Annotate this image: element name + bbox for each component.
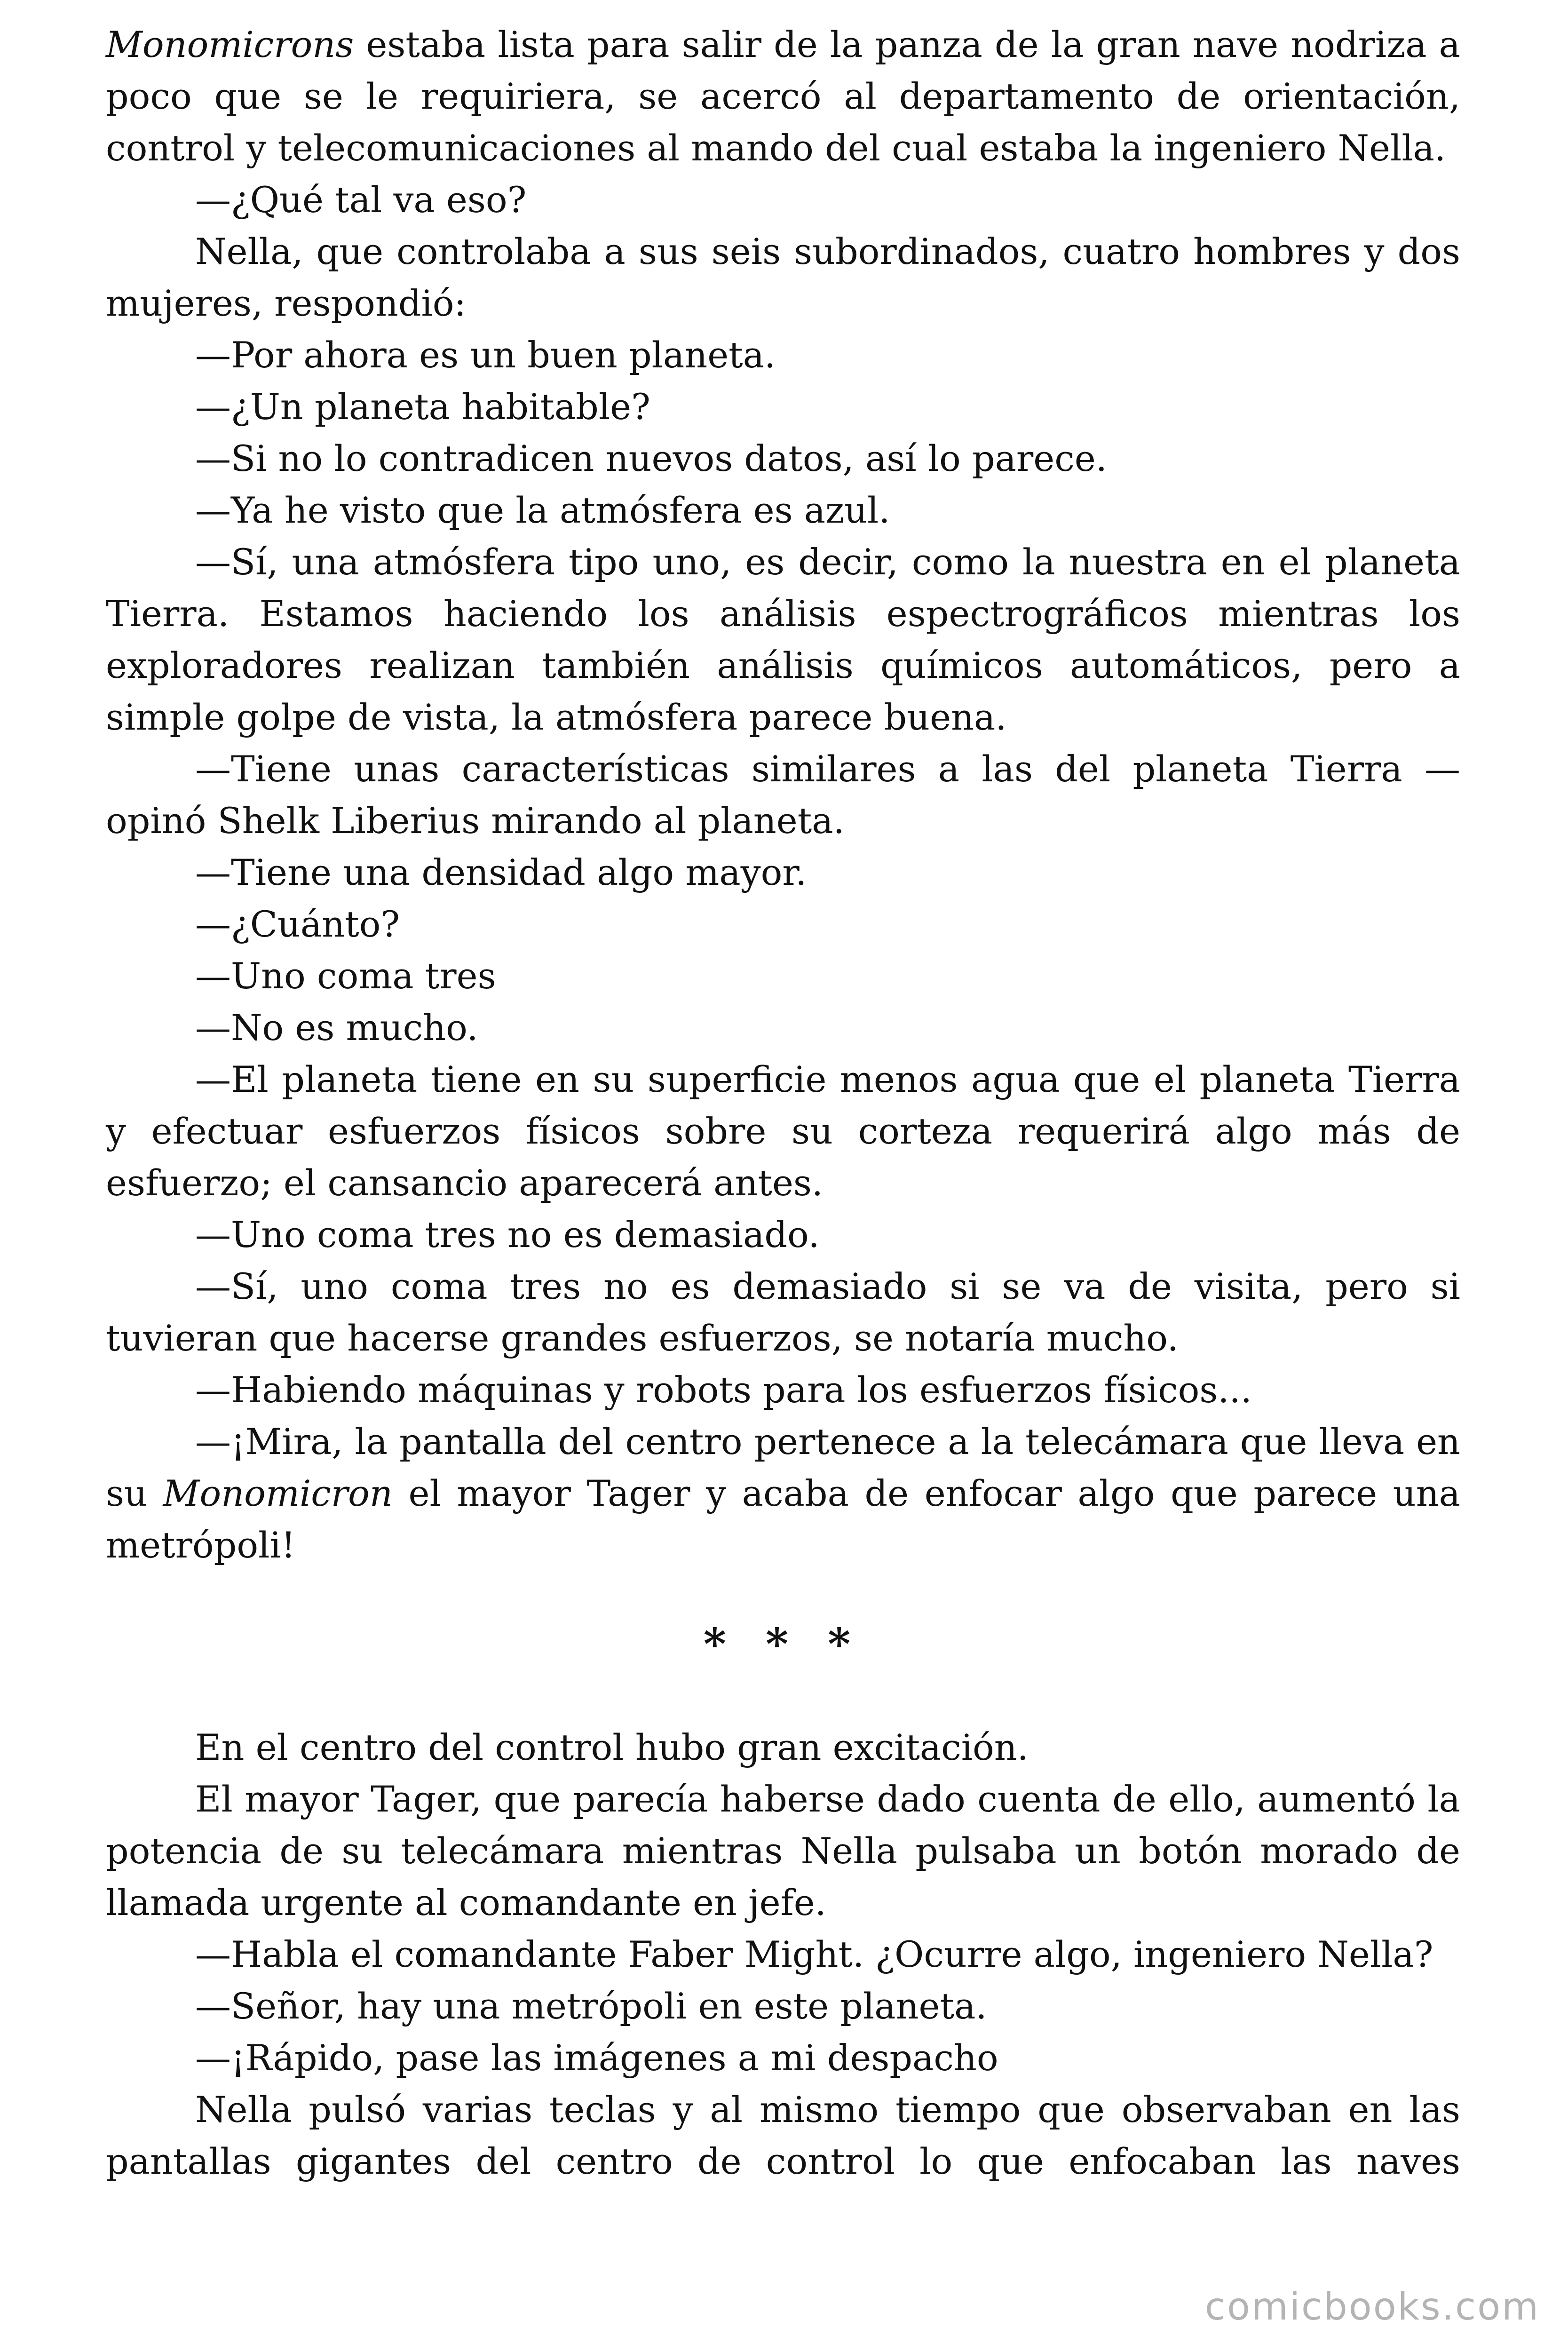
italic-text: Monomicron <box>163 1472 393 1514</box>
book-page <box>106 19 1460 2187</box>
paragraph: —No es mucho. <box>195 1007 478 1049</box>
paragraph <box>106 19 1460 174</box>
paragraph: —¡Rápido, pase las imágenes a mi despacho <box>195 2037 998 2079</box>
paragraph: —Tiene una densidad algo mayor. <box>195 851 807 893</box>
paragraph-text: estaba lista para salir de la panza de la gran nave nodriza a poco que se le requiriera, se acercó al departamento de orientación, control y telecomunicaciones al mando del cual estaba la ingeniero Nella. <box>106 24 1460 169</box>
paragraph: —Tiene unas características similares a las del planeta Tierra —opinó Shelk Liberius mirando al planeta. <box>106 748 1460 842</box>
section-separator: * * * <box>703 1619 863 1669</box>
paragraph: —Uno coma tres <box>195 955 496 997</box>
paragraph: —Señor, hay una metrópoli en este planeta. <box>195 1985 987 2027</box>
paragraph: —¿Un planeta habitable? <box>195 386 650 428</box>
paragraph: —¿Cuánto? <box>195 903 400 945</box>
paragraph: —Si no lo contradicen nuevos datos, así lo parece. <box>195 437 1107 479</box>
italic-text: Monomicrons <box>106 24 354 65</box>
paragraph-text: el mayor Tager y acaba de enfocar algo que parece una metrópoli! <box>106 1472 1460 1566</box>
paragraph: —Ya he visto que la atmósfera es azul. <box>195 489 890 531</box>
paragraph: Nella, que controlaba a sus seis subordinados, cuatro hombres y dos mujeres, respondió: <box>106 230 1460 324</box>
paragraph: —Habiendo máquinas y robots para los esfuerzos físicos... <box>195 1369 1252 1411</box>
paragraph: —El planeta tiene en su superficie menos agua que el planeta Tierra y efectuar esfuerzos físicos sobre su corteza requerirá algo más de esfuerzo; el cansancio aparecerá antes. <box>106 1058 1460 1204</box>
paragraph: —Por ahora es un buen planeta. <box>195 334 776 376</box>
paragraph-text: —¡Mira, la pantalla del centro pertenece a la telecámara que lleva en su <box>106 1421 1460 1514</box>
paragraph: —¿Qué tal va eso? <box>195 179 527 221</box>
paragraph: —Habla el comandante Faber Might. ¿Ocurre algo, ingeniero Nella? <box>195 1933 1433 1975</box>
paragraph: En el centro del control hubo gran excitación. <box>195 1726 1029 1768</box>
paragraph: Nella pulsó varias teclas y al mismo tiempo que observaban en las pantallas gigantes del centro de control lo que enfocaban las naves <box>106 2089 1460 2182</box>
paragraph: —Sí, una atmósfera tipo uno, es decir, como la nuestra en el planeta Tierra. Estamos haciendo los análisis espectrográficos mientras los exploradores realizan también análisis químicos automáticos, pero a simple golpe de vista, la atmósfera parece buena. <box>106 541 1460 738</box>
paragraph <box>106 1416 1460 1571</box>
paragraph: —Uno coma tres no es demasiado. <box>195 1214 820 1255</box>
paragraph: —Sí, uno coma tres no es demasiado si se va de visita, pero si tuvieran que hacerse grandes esfuerzos, se notaría mucho. <box>106 1265 1460 1359</box>
paragraph: El mayor Tager, que parecía haberse dado cuenta de ello, aumentó la potencia de su telecámara mientras Nella pulsaba un botón morado de llamada urgente al comandante en jefe. <box>106 1778 1460 1923</box>
watermark: comicbooks.com <box>1204 2285 1540 2328</box>
